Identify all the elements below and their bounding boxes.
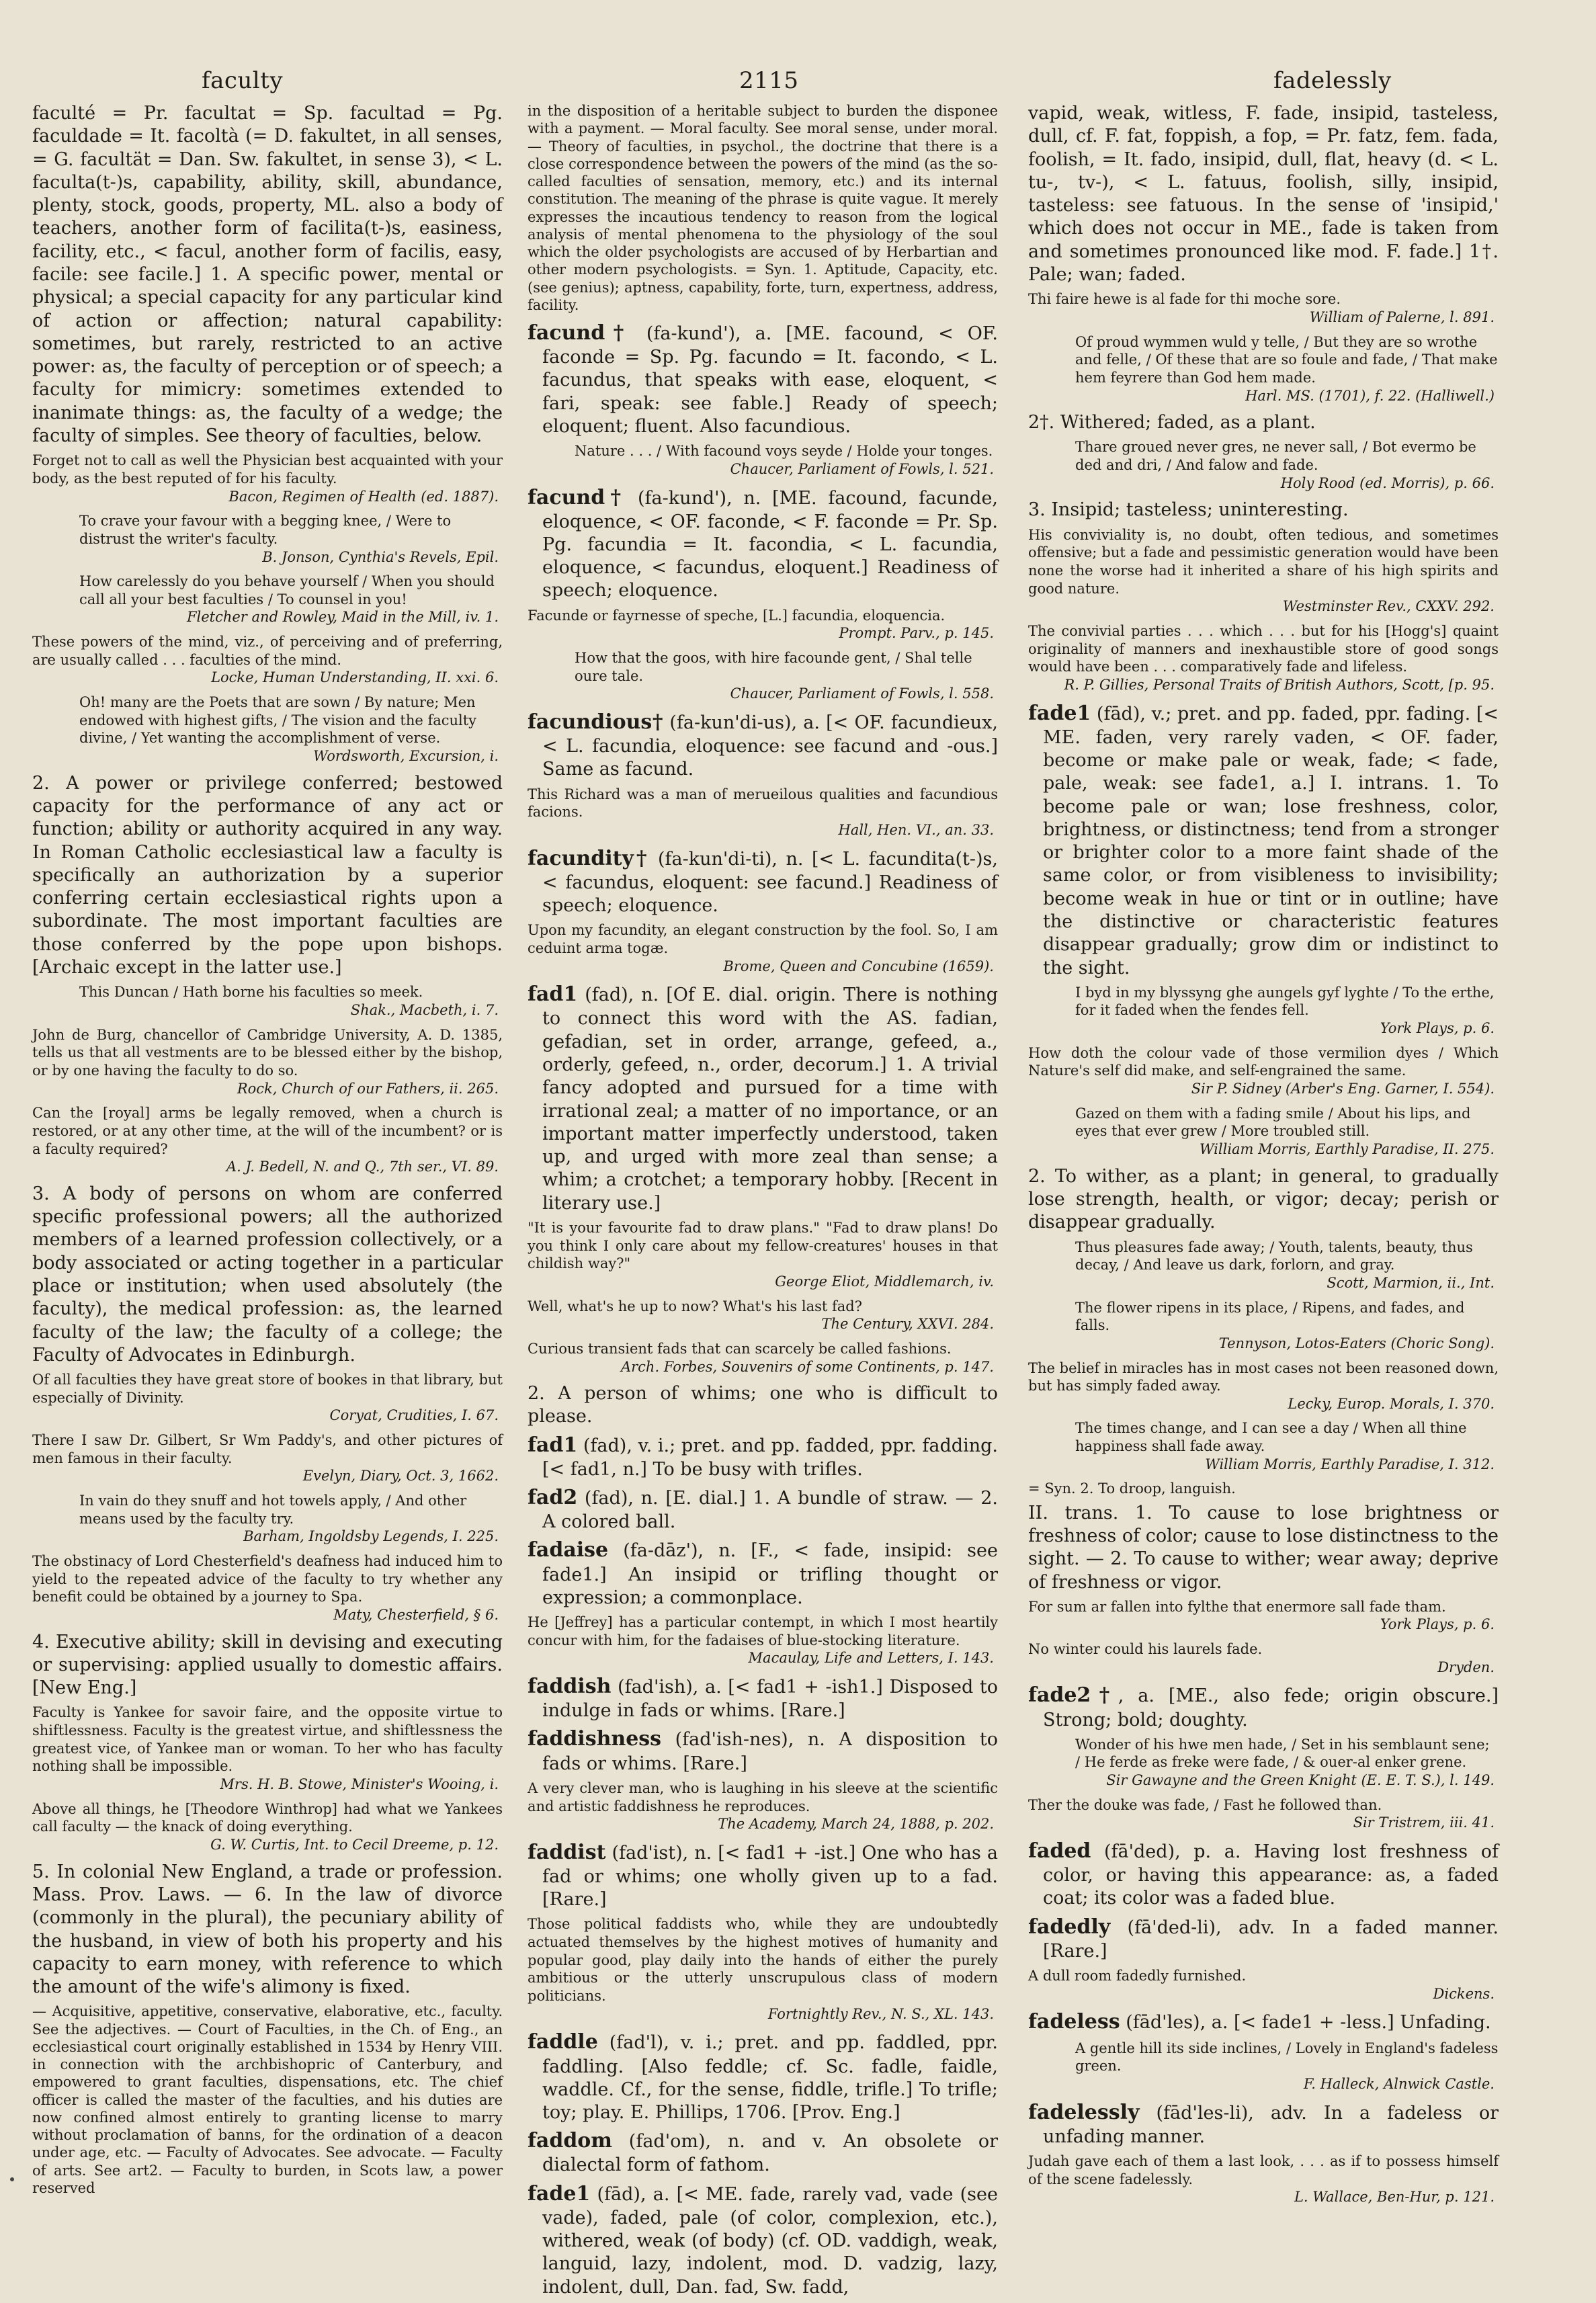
headword: facund† [528,485,627,509]
citation [32,1026,503,1098]
citation-source: George Eliot, Middlemarch, iv. [775,1273,994,1290]
citation-source: Maty, Chesterfield, § 6. [333,1606,499,1623]
headword: faded [1028,1839,1091,1864]
headword: fad1 [528,982,578,1007]
phrase-definitions: — Acquisitive, appetitive, conservative, elaborative, etc., faculty. See the adjectives. — Court of Faculties, in the Ch. of Eng., an ecclesiastical court originally established in 1534 by Henry VIII. in connection with the archbishopric of Canterbury, and empowered to grant faculties, dispensations, etc. The chief officer is called the master of the faculties, and his duties are now confined almost entirely to granting license to marry without proclamation of banns, for the ordination of a deacon under age, etc. — Faculty of Advocates. See advocate. — Faculty of arts. See art2. — Faculty to burden, in Scots law, a power reserved [32,2003,503,2196]
quote: His conviviality is, no doubt, often tedious, and sometimes offensive; but a fade and pessimistic generation would have been none the worse had it inherited a share of his high spirits and good nature. [1028,526,1499,597]
headword: fadaise [528,1538,609,1562]
definition-text: 2. A person of whims; one who is difficult to please. [528,1383,998,1427]
entry-body: (fā'ded-li), adv. In a faded manner. [Rare.] [1043,1917,1499,1962]
headword: facund† [528,321,632,345]
citation [1028,622,1499,694]
citation-source: The Academy, March 24, 1888, p. 202. [718,1816,994,1833]
quote: The belief in miracles has in most cases not been reasoned down, but has simply faded away. [1028,1359,1499,1394]
headword: faddom [528,2129,613,2153]
citation [32,633,503,687]
citation [1028,1359,1499,1413]
citation [1028,2152,1499,2206]
entry-fadedly [1028,1915,1499,1963]
entry-body: (fa-kund'), n. [ME. facound, facunde, eloquence, < OF. faconde, < F. faconde = Pr. Sp. Pg. facundia = It. facondia, < L. facundia, eloquence, < facundus, eloquent.] Readiness of speech; eloquence. [542,487,999,601]
citation-source: Sir Tristrem, iii. 41. [1353,1814,1495,1831]
citation-source: Bacon, Regimen of Health (ed. 1887). [228,488,499,505]
citation-source: Locke, Human Understanding, II. xxi. 6. [211,669,499,686]
entry-fad-noun [528,982,998,1215]
verse: Gazed on them with a fading smile / About his lips, and eyes that ever grew / More troubled still. [1075,1105,1471,1140]
entry-fadelessly [1028,2100,1499,2148]
citation-source: Wordsworth, Excursion, i. [313,748,499,765]
quote: There I saw Dr. Gilbert, Sr Wm Paddy's, and other pictures of men famous in their faculty. [32,1432,503,1466]
citation-source: Westminster Rev., CXXV. 292. [1282,598,1495,615]
running-head-right: fadelessly [1273,67,1392,94]
headword: facundious† [528,710,664,735]
entry-body: (fād), a. [< ME. fade, rarely vad, vade (see vade), faded, pale (of color, complexion, etc.), withered, weak (of body) (cf. OD. vaddigh, weak, languid, lazy, indolent, mod. D. vadzig, lazy, indolent, dull, Dan. fad, Sw. fadd, [542,2183,998,2298]
citation-source: Macaulay, Life and Letters, I. 143. [748,1650,994,1667]
citation [32,452,503,505]
quote: "It is your favourite fad to draw plans." "Fad to draw plans! Do you think I only care about my fellow-creatures' houses in that childish way?" [528,1219,998,1272]
headword: fad1 [528,1433,578,1457]
citation [528,1779,998,1833]
entry-faded [1028,1839,1499,1911]
definition-text: 3. A body of persons on whom are conferred specific professional powers; all the authorized members of a learned profession collectively, or a body associated or acting together in a particular place or institution; when used absolutely (the faculty), the medical profession: as, the learned faculty of the law; the faculty of a college; the Faculty of Advocates in Edinburgh. [32,1183,503,1366]
verse: This Duncan / Hath borne his faculties so meek. [79,984,423,1001]
headword: fade1 [528,2181,591,2206]
citation-source: R. P. Gillies, Personal Traits of British Authors, Scott, [p. 95. [1064,676,1495,693]
citation [32,1704,503,1793]
entry-faddle [528,2029,998,2124]
citation [1028,1419,1499,1473]
quote: Ther the douke was fade, / Fast he followed than. [1028,1796,1382,1813]
citation-source: Scott, Marmion, ii., Int. [1327,1274,1495,1291]
phrase-definitions: in the disposition of a heritable subject to burden the disponee with a payment. — Moral faculty. See moral sense, under moral. — Theory of faculties, in psychol., the doctrine that there is a close correspondence between the powers of the mind (as the so-called faculties of sensation, memory, etc.) and its internal constitution. The meaning of the phrase is quite vague. It merely expresses the incautious tendency to reason from the logical analysis of mental phenomena to the physiology of the soul which the older psychologists are accused of by Herbartian and other modern psychologists. = Syn. 1. Aptitude, Capacity, etc. (see genius); aptness, capability, forte, turn, expertness, address, facility. [528,103,998,313]
entry-body: (fa-dāz'), n. [F., < fade, insipid: see fade1.] An insipid or trifling thought or expression; a commonplace. [542,1540,998,1608]
citation [1028,290,1499,326]
entry-fade2 [1028,1683,1499,1731]
definition-text: faculté = Pr. facultat = Sp. facultad = Pg. faculdade = It. facoltà (= D. fakultet, in all senses, = G. facultät = Dan. Sw. fakultet, in sense 3), < L. faculta(t-)s, capability, ability, skill, abundance, plenty, stock, goods, property, ML. also a body of teachers, another form of facilita(t-)s, easiness, facility, etc., < facul, another form of facilis, easy, facile: see facile.] 1. A specific power, mental or physical; a special capacity for any particular kind of action or affection; natural capability: sometimes, but rarely, restricted to an active power: as, the faculty of perception or of speech; a faculty for mimicry: sometimes extended to inanimate things: as, the faculty of a wedge; the faculty of simples. See theory of faculties, below. [32,103,503,446]
headword: faddishness [528,1727,662,1751]
quote: Forget not to call as well the Physician best acquainted with your body, as the best reputed of for his faculty. [32,452,503,487]
citation [32,1431,503,1485]
quote: Thi faire hewe is al fade for thi moche sore. [1028,291,1341,308]
entry-faddist [528,1840,998,1912]
verse: Nature . . . / With facound voys seyde / Holde your tonges. [575,443,993,460]
citation [32,694,503,765]
entry-body: (fad), n. [E. dial.] 1. A bundle of straw. — 2. A colored ball. [542,1488,998,1533]
quote: These powers of the mind, viz., of perceiving and of preferring, are usually called . . . faculties of the mind. [32,634,503,668]
entry-body: (fād'les-li), adv. In a fadeless or unfading manner. [1043,2102,1499,2147]
citation [1028,984,1499,1038]
citation [1028,333,1499,405]
definition-text: 2. A power or privilege conferred; bestowed capacity for the performance of any act or function; ability or authority acquired in any way. In Roman Catholic ecclesiastical law a faculty is specifically an authorization by a superior conferring certain ecclesiastical rights upon a subordinate. The most important faculties are those conferred by the pope upon bishops. [Archaic except in the latter use.] [32,772,503,978]
entry-body: (fād'les), a. [< fade1 + -less.] Unfading. [1120,2012,1491,2034]
citation-source: William Morris, Earthly Paradise, I. 312. [1205,1456,1495,1472]
quote: Can the [royal] arms be legally removed, when a church is restored, or at any other time, at the will of the incumbent? or is a faculty required? [32,1105,503,1157]
citation [32,1371,503,1425]
verse: To crave your favour with a begging knee, / Were to distrust the writer's faculty. [79,513,452,547]
citation [32,983,503,1019]
citation [528,1219,998,1291]
citation [528,442,998,478]
entry-body: (fād), v.; pret. and pp. faded, ppr. fading. [< ME. faden, very rarely vaden, < OF. fader, become or make pale or weak, fade; < fade, pale, weak: see fade1, a.] I. intrans. 1. To become pale or wan; lose freshness, color, brightness, or distinctness; tend from a stronger or brighter color to a more faint shade of the same color, or from visibleness to invisibility; become weak in hue or tint or in outline; have the distinctive or characteristic features disappear gradually; grow dim or indistinct to the sight. [1043,703,1499,978]
citation [528,1298,998,1333]
entry-facundious [528,710,998,782]
quote: Of all faculties they have great store of bookes in that library, but especially of Divinity. [32,1372,503,1406]
citation [32,512,503,566]
citation-source: William of Palerne, l. 891. [1309,308,1495,325]
definition-text: 3. Insipid; tasteless; uninteresting. [1028,499,1349,521]
citation-source: Barham, Ingoldsby Legends, I. 225. [243,1528,499,1545]
citation [32,1800,503,1854]
citation-source: Evelyn, Diary, Oct. 3, 1662. [302,1468,499,1484]
entry-body: (fa-kun'di-us), a. [< OF. facundieux, < L. facundia, eloquence: see facund and -ous.] Same as facund. [542,712,998,780]
entry-body: (fā'ded), p. a. Having lost freshness of color, or having this appearance: as, a faded coat; its color was a faded blue. [1043,1841,1499,1909]
verse: Of proud wymmen wuld y telle, / But they are so wrothe and felle, / Of these that are so foule and fade, / That make hem feyrere than God hem made. [1075,333,1498,386]
citation [32,573,503,626]
quote: How doth the colour vade of those vermilion dyes / Which Nature's self did make, and self-engrained the same. [1028,1044,1499,1079]
headword: fade1 [1028,701,1091,725]
citation-source: Holy Rood (ed. Morris), p. 66. [1280,474,1495,491]
column-3 [1028,102,1499,2213]
entry-body: (fad'l), v. i.; pret. and pp. faddled, ppr. faddling. [Also feddle; cf. Sc. fadle, faidle, waddle. Cf., for the sense, fiddle, trifle.] To trifle; toy; play. E. Phillips, 1706. [Prov. Eng.] [542,2032,998,2124]
entry-body: (fad'om), n. and v. An obsolete or dialectal form of fathom. [542,2131,998,2176]
quote: Faculty is Yankee for savoir faire, and the opposite virtue to shiftlessness. Faculty is the greatest virtue, and shiftlessness the greatest vice, of Yankee man or woman. To her who has faculty nothing shall be impossible. [32,1704,503,1775]
page-number: 2115 [739,67,799,94]
citation [1028,1598,1499,1634]
citation-source: A. J. Bedell, N. and Q., 7th ser., VI. 89. [226,1159,499,1175]
entry-fade-verb [1028,701,1499,980]
citation [1028,526,1499,616]
citation [1028,1044,1499,1098]
citation [1028,1239,1499,1292]
definition-text: 5. In colonial New England, a trade or profession. Mass. Prov. Laws. — 6. In the law of divorce (commonly in the plural), the pecuniary ability of the husband, in view of both his property and his capacity to earn money, with reference to which the amount of the wife's alimony is fixed. [32,1861,503,1998]
entry-body: (fa-kund'), a. [ME. facound, < OF. faconde = Sp. Pg. facundo = It. facondo, < L. facundus, that speaks with ease, eloquent, < fari, speak: see fable.] Ready of speech; eloquent; fluent. Also facundious. [542,323,998,437]
entry-fade-adj [528,2181,998,2299]
synonyms: = Syn. 2. To droop, languish. [1028,1480,1236,1497]
citation [1028,1105,1499,1159]
citation-source: William Morris, Earthly Paradise, II. 275. [1199,1141,1495,1158]
citation [528,921,998,975]
citation-source: Mrs. H. B. Stowe, Minister's Wooing, i. [220,1776,499,1793]
citation-source: The Century, XXVI. 284. [821,1316,994,1333]
citation-source: Brome, Queen and Concubine (1659). [723,958,994,974]
citation [1028,1967,1499,2003]
citation [528,786,998,839]
entry-fad2 [528,1485,998,1534]
citation-source: Fletcher and Rowley, Maid in the Mill, iv. 1. [186,609,499,626]
headword: faddish [528,1675,612,1699]
citation [528,1915,998,2023]
verse: Wonder of his hwe men hade, / Set in his semblaunt sene; / He ferde as freke were fade, / & ouer-al enker grene. [1075,1736,1490,1771]
quote: He [Jeffrey] has a particular contempt, in which I most heartily concur with him, for the fadaises of blue-stocking literature. [528,1614,998,1648]
column-1 [32,102,503,2201]
quote: Well, what's he up to now? What's his last fad? [528,1298,862,1314]
citation-source: Harl. MS. (1701), f. 22. (Halliwell.) [1245,387,1495,404]
headword: faddle [528,2030,598,2054]
quote: No winter could his laurels fade. [1028,1641,1263,1658]
entry-body: (fad), v. i.; pret. and pp. fadded, ppr. fadding. [< fad1, n.] To be busy with trifles. [542,1435,998,1480]
citation-source: Tennyson, Lotos-Eaters (Choric Song). [1218,1335,1495,1351]
headword: faddist [528,1840,606,1864]
quote: For sum ar fallen into fylthe that enermore sall fade tham. [1028,1598,1446,1615]
headword: fadeless [1028,2010,1120,2034]
citation-source: Fortnightly Rev., N. S., XL. 143. [767,2005,994,2022]
headword: fad2 [528,1486,578,1510]
citation [528,649,998,703]
citation-source: Shak., Macbeth, i. 7. [350,1001,499,1018]
citation-source: Coryat, Crudities, I. 67. [329,1407,499,1424]
citation-source: Dryden. [1437,1659,1495,1675]
entry-fadeless [1028,2009,1499,2035]
citation-source: B. Jonson, Cynthia's Revels, Epil. [262,548,499,565]
headword: fadedly [1028,1915,1111,1939]
citation-source: Chaucer, Parliament of Fowls, l. 558. [730,685,994,702]
entry-body: (fad), n. [Of E. dial. origin. There is nothing to connect this word with the AS. fadian, gefadian, set in order, arrange, gefeed, a., orderly, gefeed, n., order, decorum.] 1. A trivial fancy adopted and pursued for a time with irrational zeal; a matter of no importance, or an important matter imperfectly understood, taken up, and urged with more zeal than sense; a whim; a crotchet; a temporary hobby. [Recent in literary use.] [542,985,998,1214]
quote: Those political faddists who, while they are undoubtedly actuated themselves by the highest motives of humanity and popular good, play daily into the hands of either the purely ambitious or the utterly unscrupulous class of modern politicians. [528,1916,998,2005]
entry-facundity [528,846,998,918]
verse: How that the goos, with hire facounde gent, / Shal telle oure tale. [575,650,972,684]
quote: Facunde or fayrnesse of speche, [L.] facundia, eloquencia. [528,607,946,624]
entry-body: (fad'ish-nes), n. A disposition to fads or whims. [Rare.] [542,1729,998,1774]
citation [1028,1796,1499,1832]
verse: The flower ripens in its place, / Ripens, and fades, and falls. [1075,1299,1465,1334]
citation-source: Hall, Hen. VI., an. 33. [838,822,994,838]
entry-body: (fad'ish), a. [< fad1 + -ish1.] Disposed to indulge in fads or whims. [Rare.] [542,1677,998,1722]
quote: A very clever man, who is laughing in his sleeve at the scientific and artistic faddishness he reproduces. [528,1779,998,1814]
citation [528,607,998,642]
citation [32,1552,503,1624]
citation-source: L. Wallace, Ben-Hur, p. 121. [1294,2189,1495,2206]
definition-text: vapid, weak, witless, F. fade, insipid, tasteless, dull, cf. F. fat, foppish, a fop, = Pr. fatz, fem. fada, foolish, = It. fado, insipid, dull, flat, heavy (d. < L. tu-, tv-), < L. fatuus, foolish, silly, insipid, tasteless: see fatuous. In the sense of 'insipid,' which does not occur in ME., fade is taken from and sometimes pronounced like mod. F. fade.] 1†. Pale; wan; faded. [1028,103,1499,285]
quote: Judah gave each of them a last look, . . . as if to possess himself of the scene fadelessly. [1028,2152,1499,2187]
quote: This Richard was a man of merueilous qualities and facundious facions. [528,786,998,821]
citation [528,1340,998,1376]
citation [1028,438,1499,492]
citation-source: F. Halleck, Alnwick Castle. [1303,2075,1495,2092]
verse: I byd in my blyssyng ghe aungels gyf lyghte / To the erthe, for it faded when the fendes fell. [1075,984,1495,1019]
citation-source: Prompt. Parv., p. 145. [839,625,994,642]
citation [32,1492,503,1546]
citation-source: Dickens. [1433,1985,1495,2002]
quote: A dull room fadedly furnished. [1028,1968,1247,1984]
verse: How carelessly do you behave yourself / When you should call all your best faculties / To counsel in you! [79,573,495,608]
headword: facundity† [528,846,650,870]
entry-facund-noun [528,485,998,603]
definition-text: 2. To wither, as a plant; in general, to gradually lose strength, health, or vigor; decay; perish or disappear gradually. [1028,1165,1499,1233]
citation [1028,2040,1499,2093]
quote: The obstinacy of Lord Chesterfield's deafness had induced him to yield to the repeated advice of the faculty to try whether any benefit could be obtained by a journey to Spa. [32,1552,503,1605]
verse: Thare groued never gres, ne never sall, / Bot evermo be ded and dri, / And falow and fade. [1075,439,1476,474]
citation-source: York Plays, p. 6. [1380,1616,1495,1633]
entry-fadaise [528,1538,998,1609]
citation [32,1104,503,1176]
citation-source: Sir P. Sidney (Arber's Eng. Garner, I. 554). [1191,1081,1495,1097]
quote: Curious transient fads that can scarcely be called fashions. [528,1340,952,1357]
entry-fad-verb [528,1433,998,1481]
verse: Thus pleasures fade away; / Youth, talents, beauty, thus decay, / And leave us dark, forlorn, and gray. [1075,1239,1473,1273]
running-head-left: faculty [202,67,284,94]
citation [1028,1299,1499,1353]
quote: The convivial parties . . . which . . . but for his [Hogg's] quaint originality of manners and inexhaustible store of good songs would have been . . . comparatively fade and lifeless. [1028,623,1499,675]
citation [528,1614,998,1667]
verse: In vain do they snuff and hot towels apply, / And other means used by the faculty try. [79,1493,467,1527]
citation-source: G. W. Curtis, Int. to Cecil Dreeme, p. 12. [210,1837,499,1853]
headword: fade2† [1028,1683,1118,1708]
column-2 [528,102,998,2303]
entry-facund-adj [528,321,998,438]
entry-body: , a. [ME., also fede; origin obscure.] Strong; bold; doughty. [1043,1685,1499,1730]
citation-source: York Plays, p. 6. [1380,1020,1495,1037]
citation [1028,1640,1499,1676]
verse: Oh! many are the Poets that are sown / By nature; Men endowed with highest gifts, / The vision and the faculty divine, / Yet wanting the accomplishment of verse. [79,694,477,747]
page-speck [10,2177,14,2181]
definition-text: II. trans. 1. To cause to lose brightness or freshness of color; cause to lose distinctness to the sight. — 2. To cause to wither; wear away; deprive of freshness or vigor. [1028,1502,1499,1593]
citation-source: Arch. Forbes, Souvenirs of some Continents, p. 147. [620,1358,994,1375]
entry-body: (fad'ist), n. [< fad1 + -ist.] One who has a fad or whims; one wholly given up to a fad. [Rare.] [542,1842,998,1911]
definition-text: 2†. Withered; faded, as a plant. [1028,412,1316,433]
quote: Above all things, he [Theodore Winthrop] had what we Yankees call faculty — the knack of doing everything. [32,1800,503,1835]
headword: fadelessly [1028,2100,1140,2124]
citation-source: Sir Gawayne and the Green Knight (E. E. T. S.), l. 149. [1106,1772,1495,1789]
citation-source: Rock, Church of our Fathers, ii. 265. [237,1080,499,1097]
citation [1028,1736,1499,1790]
entry-faddish [528,1674,998,1722]
entry-body: (fa-kun'di-ti), n. [< L. facundita(t-)s, < facundus, eloquent: see facund.] Readiness of speech; eloquence. [542,848,998,917]
citation-source: Chaucer, Parliament of Fowls, l. 521. [730,460,994,477]
quote: John de Burg, chancellor of Cambridge University, A. D. 1385, tells us that all vestments are to be blessed either by the bishop, or by one having the faculty to do so. [32,1026,503,1079]
entry-faddishness [528,1726,998,1775]
verse: A gentle hill its side inclines, / Lovely in England's fadeless green. [1075,2040,1499,2075]
quote: Upon my facundity, an elegant construction by the fool. So, I am ceduint arma togæ. [528,922,998,956]
definition-text: 4. Executive ability; skill in devising and executing or supervising: applied usually to domestic affairs. [New Eng.] [32,1631,503,1699]
verse: The times change, and I can see a day / When all thine happiness shall fade away. [1075,1420,1467,1455]
citation-source: Lecky, Europ. Morals, I. 370. [1288,1395,1495,1412]
entry-faddom [528,2128,998,2177]
